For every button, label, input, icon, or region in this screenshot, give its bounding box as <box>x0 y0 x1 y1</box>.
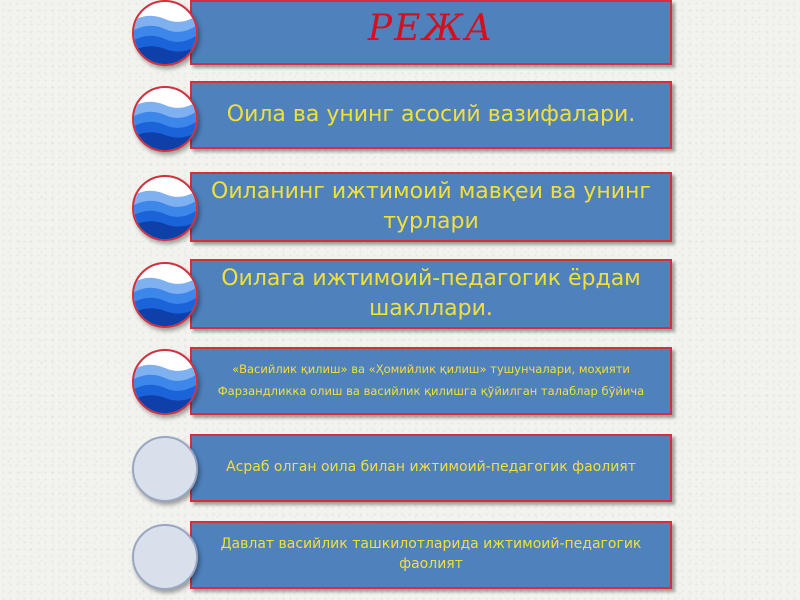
wave-bullet-icon <box>132 175 198 241</box>
list-item-text: Давлат васийлик ташкилотларида ижтимоий-педагогик фаолият <box>190 521 672 589</box>
wave-bullet-icon <box>132 0 198 66</box>
wave-bullet-icon <box>132 86 198 152</box>
wave-bullet-icon <box>132 262 198 328</box>
list-item-line: Фарзандликка олиш ва васийлик қилишга қўйилган талаблар бўйича <box>217 384 645 398</box>
list-item-text: Оилага ижтимоий-педагогик ёрдам шакллари. <box>190 259 672 329</box>
list-item-text <box>190 347 672 415</box>
blank-bullet-icon <box>132 524 198 590</box>
list-item-line: «Васийлик қилиш» ва «Ҳомийлик қилиш» тушунчалари, моҳияти <box>232 362 630 377</box>
wave-bullet-icon <box>132 349 198 415</box>
blank-bullet-icon <box>132 436 198 502</box>
list-item-text: Асраб олган оила билан ижтимоий-педагогик фаолият <box>190 434 672 502</box>
list-item-text: Оиланинг ижтимоий мавқеи ва унинг турлари <box>190 172 672 242</box>
page-title: РЕЖА <box>190 0 672 65</box>
list-item-text: Оила ва унинг асосий вазифалари. <box>190 81 672 149</box>
